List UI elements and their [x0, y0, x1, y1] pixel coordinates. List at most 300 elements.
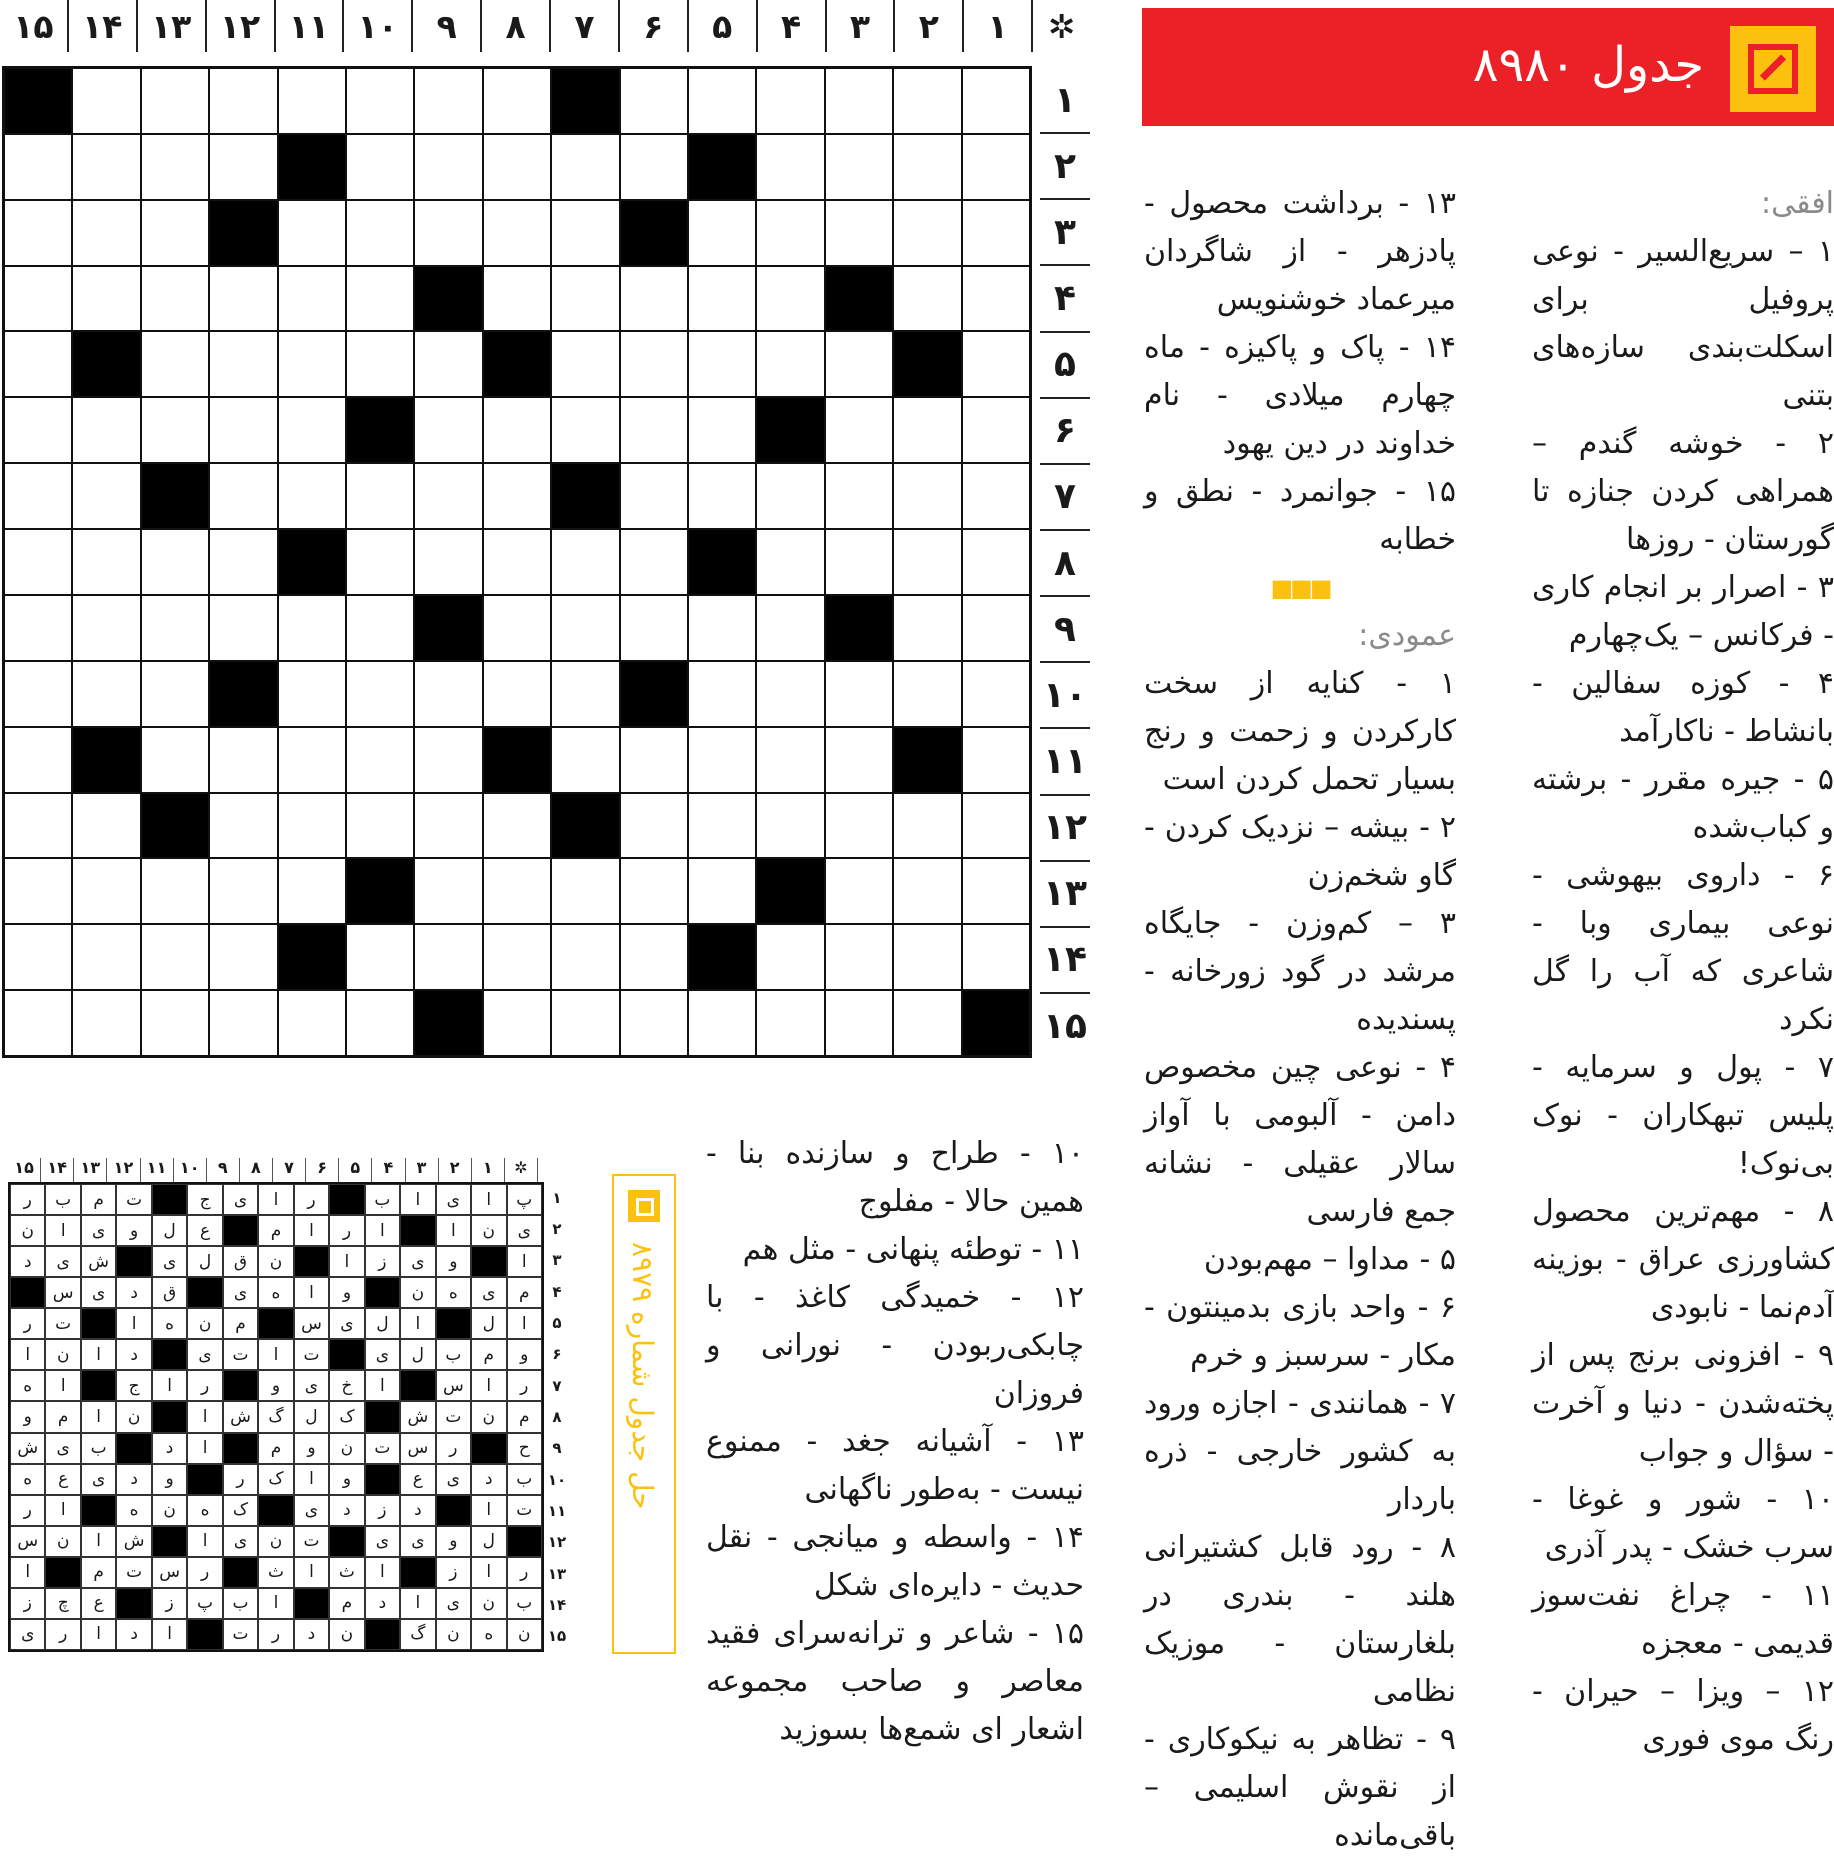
grid-cell [620, 793, 688, 859]
solution-cell: ا [187, 1401, 222, 1432]
down-clue: ۵ - مداوا – مهم‌بودن [1203, 1242, 1456, 1277]
solution-cell: س [10, 1526, 45, 1557]
solution-cell: س [294, 1308, 329, 1339]
solution-cell: ا [365, 1557, 400, 1588]
solution-cell: ا [10, 1339, 45, 1370]
grid-cell [962, 793, 1030, 859]
grid-cell [825, 463, 893, 529]
column-number: ۸ [480, 0, 549, 52]
solution-cell [365, 1619, 400, 1650]
grid-cell [551, 68, 619, 134]
solution-cell: ل [471, 1308, 506, 1339]
grid-cell [551, 595, 619, 661]
solution-column-number: ۱۵ [8, 1158, 41, 1182]
grid-cell [4, 331, 72, 397]
grid-cell [141, 990, 209, 1056]
solution-cell [81, 1308, 116, 1339]
solution-cell [223, 1433, 258, 1464]
grid-cell [483, 858, 551, 924]
solution-row-numbers [546, 1182, 568, 1652]
solution-cell: د [400, 1495, 435, 1526]
solution-cell: د [116, 1339, 151, 1370]
solution-cell: و [436, 1246, 471, 1277]
grid-cell [688, 727, 756, 793]
grid-cell [620, 727, 688, 793]
solution-cell: ر [187, 1370, 222, 1401]
row-number: ۲ [1040, 134, 1090, 200]
grid-cell [278, 463, 346, 529]
across-clue: ۲ - خوشه گندم – همراهی کردن جنازه تا گورستان - روزها [1532, 426, 1834, 557]
grid-cell [483, 134, 551, 200]
grid-cell [825, 68, 893, 134]
grid-cell [414, 266, 482, 332]
grid-cell [825, 727, 893, 793]
grid-cell [346, 463, 414, 529]
solution-cell: ح [507, 1433, 542, 1464]
solution-column-number: ۱۲ [107, 1158, 140, 1182]
solution-cell: ا [258, 1588, 293, 1619]
solution-cell: ا [294, 1277, 329, 1308]
grid-cell [893, 134, 961, 200]
grid-cell [414, 331, 482, 397]
solution-cell: ا [471, 1370, 506, 1401]
grid-cell [209, 463, 277, 529]
solution-cell: ا [471, 1184, 506, 1215]
grid-cell [141, 68, 209, 134]
row-number: ۴ [1040, 266, 1090, 332]
solution-column-number: ۸ [240, 1158, 273, 1182]
solution-cell: ی [81, 1277, 116, 1308]
solution-cell: ا [507, 1246, 542, 1277]
across-clue: ۵ - جیره مقرر - برشته و کباب‌شده [1532, 762, 1834, 845]
solution-cell: م [45, 1401, 80, 1432]
row-number: ۳ [1040, 200, 1090, 266]
solution-cell: س [45, 1277, 80, 1308]
grid-cell [962, 990, 1030, 1056]
solution-cell [329, 1339, 364, 1370]
solution-cell: ر [329, 1215, 364, 1246]
grid-cell [209, 397, 277, 463]
grid-cell [278, 397, 346, 463]
grid-cell [483, 727, 551, 793]
grid-cell [893, 727, 961, 793]
grid-cell [551, 924, 619, 990]
grid-cell [4, 529, 72, 595]
solution-cell: د [152, 1433, 187, 1464]
solution-row-number: ۱ [552, 1188, 562, 1207]
grid-cell [551, 727, 619, 793]
grid-cell [756, 595, 824, 661]
grid-cell [141, 529, 209, 595]
solution-cell [507, 1526, 542, 1557]
grid-cell [209, 331, 277, 397]
row-number: ۹ [1040, 597, 1090, 663]
solution-cell: و [10, 1401, 45, 1432]
grid-cell [620, 924, 688, 990]
solution-column-number: ۳ [406, 1158, 439, 1182]
grid-cell [278, 529, 346, 595]
solution-cell [471, 1246, 506, 1277]
grid-cell [825, 924, 893, 990]
solution-cell: ن [258, 1246, 293, 1277]
solution-cell: ی [400, 1246, 435, 1277]
solution-cell: ی [223, 1184, 258, 1215]
grid-cell [688, 793, 756, 859]
solution-column-number: ۱۱ [141, 1158, 174, 1182]
grid-cell [4, 463, 72, 529]
solution-cell: ل [152, 1215, 187, 1246]
column-number: ✲ [1031, 0, 1090, 52]
down-clue: ۱۰ - طراح و سازنده بنا - همین حالا - مفلوج [706, 1136, 1084, 1219]
solution-cell: و [258, 1370, 293, 1401]
column-number: ۶ [618, 0, 687, 52]
grid-cell [620, 266, 688, 332]
solution-cell: ه [436, 1277, 471, 1308]
solution-cell: ب [436, 1339, 471, 1370]
solution-cell: ی [10, 1619, 45, 1650]
solution-cell: ن [10, 1215, 45, 1246]
solution-cell: ا [400, 1588, 435, 1619]
solution-cell: ن [471, 1401, 506, 1432]
grid-cell [209, 68, 277, 134]
across-heading: افقی: [1761, 186, 1834, 221]
grid-cell [893, 924, 961, 990]
solution-cell: ت [436, 1401, 471, 1432]
down-clue: ۱۲ - خمیدگی کاغذ - با چابکی‌ربودن - نورانی و فروزان [706, 1280, 1084, 1411]
column-number: ۷ [549, 0, 618, 52]
solution-cell: ن [116, 1401, 151, 1432]
puzzle-header [1142, 8, 1834, 126]
solution-cell: ل [187, 1246, 222, 1277]
solution-cell: ا [507, 1308, 542, 1339]
solution-cell: ن [436, 1619, 471, 1650]
grid-cell [278, 661, 346, 727]
solution-title: حل جدول شماره ۸۹۷۹ [626, 1242, 659, 1510]
grid-cell [209, 200, 277, 266]
solution-cell [365, 1464, 400, 1495]
solution-cell: س [152, 1557, 187, 1588]
solution-cell: ن [45, 1339, 80, 1370]
solution-cell: ز [365, 1246, 400, 1277]
grid-cell [756, 397, 824, 463]
grid-cell [756, 463, 824, 529]
solution-cell: ب [507, 1464, 542, 1495]
grid-cell [278, 858, 346, 924]
grid-cell [4, 68, 72, 134]
grid-cell [72, 595, 140, 661]
grid-cell [72, 727, 140, 793]
across-clue: ۱۱ - چراغ نفت‌سوز قدیمی - معجزه [1532, 1578, 1834, 1661]
solution-cell: ز [152, 1588, 187, 1619]
grid-cell [209, 661, 277, 727]
solution-cell: ل [294, 1401, 329, 1432]
solution-row-number: ۴ [552, 1282, 562, 1301]
solution-cell: ز [436, 1557, 471, 1588]
grid-cell [551, 331, 619, 397]
across-clue: ۱۰ - شور و غوغا - سرب خشک - پدر آذری [1532, 1482, 1834, 1565]
grid-cell [346, 793, 414, 859]
grid-cell [414, 858, 482, 924]
grid-cell [346, 529, 414, 595]
grid-cell [4, 397, 72, 463]
grid-cell [962, 397, 1030, 463]
grid-cell [414, 397, 482, 463]
grid-cell [620, 397, 688, 463]
solution-cell [436, 1495, 471, 1526]
solution-cell: ل [365, 1308, 400, 1339]
grid-cell [825, 529, 893, 595]
grid-cell [962, 529, 1030, 595]
solution-cell: ی [436, 1464, 471, 1495]
solution-cell: ی [294, 1370, 329, 1401]
grid-cell [962, 661, 1030, 727]
solution-cell: ه [258, 1277, 293, 1308]
solution-cell: ت [365, 1433, 400, 1464]
solution-cell: ا [400, 1308, 435, 1339]
solution-cell: د [294, 1619, 329, 1650]
column-number: ۱۴ [67, 0, 136, 52]
grid-cell [209, 793, 277, 859]
grid-cell [551, 793, 619, 859]
column-number: ۲ [893, 0, 962, 52]
solution-cell [400, 1370, 435, 1401]
solution-cell: ش [81, 1246, 116, 1277]
grid-cell [278, 924, 346, 990]
solution-cell: و [329, 1277, 364, 1308]
solution-cell: ر [258, 1619, 293, 1650]
solution-cell [400, 1215, 435, 1246]
solution-cell: ا [258, 1339, 293, 1370]
solution-cell: ا [10, 1557, 45, 1588]
solution-cell: ی [365, 1526, 400, 1557]
across-clue: ۱۳ - برداشت محصول - پادزهر - از شاگردان میرعماد خوشنویس [1144, 186, 1456, 317]
grid-cell [346, 397, 414, 463]
grid-cell [825, 266, 893, 332]
solution-cell: م [258, 1215, 293, 1246]
row-number: ۱۰ [1040, 663, 1090, 729]
grid-cell [414, 134, 482, 200]
solution-cell: ا [45, 1370, 80, 1401]
solution-cell [329, 1184, 364, 1215]
solution-cell: و [329, 1464, 364, 1495]
grid-cell [688, 68, 756, 134]
grid-cell [209, 529, 277, 595]
solution-cell [471, 1433, 506, 1464]
grid-cell [825, 793, 893, 859]
solution-cell: ی [81, 1215, 116, 1246]
grid-cell [72, 200, 140, 266]
solution-cell: ی [436, 1588, 471, 1619]
solution-cell [187, 1619, 222, 1650]
grid-cell [893, 397, 961, 463]
solution-cell: ب [81, 1433, 116, 1464]
solution-cell [365, 1277, 400, 1308]
solution-cell: ا [294, 1557, 329, 1588]
solution-cell: ب [365, 1184, 400, 1215]
solution-cell: م [507, 1277, 542, 1308]
grid-cell [141, 463, 209, 529]
solution-cell: ب [223, 1588, 258, 1619]
across-clue: ۷ - پول و سرمایه - پلیس تبهکاران - نوک بی‌نوک! [1532, 1050, 1834, 1181]
solution-row-number: ۲ [552, 1219, 562, 1238]
solution-cell: ک [329, 1401, 364, 1432]
solution-cell: ه [187, 1495, 222, 1526]
grid-cell [825, 858, 893, 924]
grid-cell [414, 200, 482, 266]
row-number: ۱۳ [1040, 862, 1090, 928]
grid-cell [4, 858, 72, 924]
solution-cell: و [436, 1526, 471, 1557]
grid-cell [278, 331, 346, 397]
across-clue: ۱۴ - پاک و پاکیزه - ماه چهارم میلادی - نام خداوند در دین یهود [1144, 330, 1456, 461]
grid-cell [825, 661, 893, 727]
solution-cell: ا [152, 1619, 187, 1650]
solution-cell: گ [400, 1619, 435, 1650]
solution-cell: ن [258, 1526, 293, 1557]
down-clue: ۱۴ - واسطه و میانجی - نقل حدیث - دایره‌ای شکل [706, 1520, 1084, 1603]
grid-cell [72, 397, 140, 463]
down-clue: ۱۳ - آشیانه جغد - ممنوع نیست - به‌طور ناگهانی [706, 1424, 1084, 1507]
grid-cell [414, 529, 482, 595]
grid-cell [414, 990, 482, 1056]
grid-cell [483, 595, 551, 661]
solution-cell: ی [329, 1308, 364, 1339]
solution-cell [400, 1557, 435, 1588]
solution-cell: ع [45, 1464, 80, 1495]
solution-cell [258, 1308, 293, 1339]
down-clue: ۷ - همانندی - اجازه ورود به کشور خارجی - ذره باردار [1144, 1386, 1456, 1517]
solution-cell: ه [152, 1308, 187, 1339]
grid-cell [825, 200, 893, 266]
solution-cell [187, 1464, 222, 1495]
grid-cell [346, 68, 414, 134]
solution-row-number: ۱۲ [547, 1533, 567, 1552]
grid-cell [141, 727, 209, 793]
grid-cell [414, 661, 482, 727]
solution-grid [8, 1182, 544, 1652]
grid-cell [551, 200, 619, 266]
solution-row-number: ۱۰ [547, 1470, 567, 1489]
column-number: ۱۰ [342, 0, 411, 52]
solution-cell: ث [329, 1557, 364, 1588]
grid-cell [209, 266, 277, 332]
solution-cell: ع [400, 1464, 435, 1495]
solution-cell: د [329, 1495, 364, 1526]
solution-row-number: ۱۱ [547, 1501, 567, 1520]
solution-row-number: ۳ [552, 1251, 562, 1270]
solution-cell: د [116, 1464, 151, 1495]
solution-row-number: ۱۴ [547, 1595, 567, 1614]
grid-cell [688, 266, 756, 332]
solution-cell: ر [10, 1495, 45, 1526]
solution-cell: ل [471, 1526, 506, 1557]
solution-cell: ی [81, 1464, 116, 1495]
grid-cell [893, 990, 961, 1056]
grid-cell [893, 331, 961, 397]
solution-cell [223, 1215, 258, 1246]
grid-cell [414, 68, 482, 134]
grid-cell [141, 595, 209, 661]
solution-cell: ع [81, 1588, 116, 1619]
separator-icon: ■■■ [1270, 574, 1330, 602]
solution-cell: و [294, 1433, 329, 1464]
grid-cell [893, 266, 961, 332]
grid-cell [620, 331, 688, 397]
down-clue: ۳ – کم‌وزن - جایگاه مرشد در گود زورخانه - پسندیده [1144, 906, 1456, 1037]
solution-cell [294, 1588, 329, 1619]
grid-cell [551, 266, 619, 332]
solution-column-number: ۵ [339, 1158, 372, 1182]
column-number: ۵ [687, 0, 756, 52]
solution-row-number: ۷ [552, 1376, 562, 1395]
grid-cell [756, 331, 824, 397]
column-numbers [0, 0, 1090, 52]
column-number: ۱ [962, 0, 1031, 52]
grid-cell [72, 331, 140, 397]
solution-cell: ش [116, 1526, 151, 1557]
grid-cell [756, 661, 824, 727]
solution-cell: ث [258, 1557, 293, 1588]
solution-cell: ن [152, 1495, 187, 1526]
solution-cell: ن [507, 1619, 542, 1650]
solution-cell: ا [81, 1401, 116, 1432]
across-clue: ۱ – سریع‌السیر - نوعی پروفیل برای اسکلت‌بندی سازه‌های بتنی [1532, 234, 1834, 413]
grid-cell [893, 529, 961, 595]
grid-cell [962, 266, 1030, 332]
solution-cell [258, 1495, 293, 1526]
solution-cell: پ [507, 1184, 542, 1215]
solution-cell: ی [187, 1339, 222, 1370]
solution-cell: ا [187, 1526, 222, 1557]
solution-cell: ه [10, 1370, 45, 1401]
grid-cell [825, 331, 893, 397]
solution-cell: ا [187, 1433, 222, 1464]
solution-cell: ن [471, 1588, 506, 1619]
solution-cell: ع [187, 1215, 222, 1246]
grid-cell [962, 858, 1030, 924]
solution-cell: ر [436, 1433, 471, 1464]
across-clue: ۱۵ - جوانمرد - نطق و خطابه [1144, 474, 1456, 557]
solution-cell: ا [116, 1308, 151, 1339]
grid-cell [4, 661, 72, 727]
grid-cell [483, 266, 551, 332]
solution-cell [223, 1557, 258, 1588]
solution-cell [81, 1370, 116, 1401]
solution-cell: س [436, 1370, 471, 1401]
grid-cell [620, 529, 688, 595]
grid-cell [756, 200, 824, 266]
grid-cell [688, 463, 756, 529]
solution-row-number: ۶ [552, 1345, 562, 1364]
solution-cell: م [507, 1401, 542, 1432]
solution-cell [152, 1184, 187, 1215]
solution-cell: ش [10, 1433, 45, 1464]
grid-cell [962, 463, 1030, 529]
across-clue: ۹ - افزونی برنج پس از پخته‌شدن - دنیا و آخرت - سؤال و جواب [1532, 1338, 1834, 1469]
column-number: ۳ [825, 0, 894, 52]
solution-cell: د [116, 1277, 151, 1308]
grid-cell [483, 529, 551, 595]
solution-header [612, 1174, 676, 1654]
grid-cell [825, 134, 893, 200]
solution-cell: ا [258, 1184, 293, 1215]
grid-cell [72, 463, 140, 529]
solution-column-number: ۱۴ [41, 1158, 74, 1182]
solution-cell: ی [45, 1433, 80, 1464]
solution-cell: پ [187, 1588, 222, 1619]
grid-cell [620, 858, 688, 924]
solution-cell [187, 1277, 222, 1308]
